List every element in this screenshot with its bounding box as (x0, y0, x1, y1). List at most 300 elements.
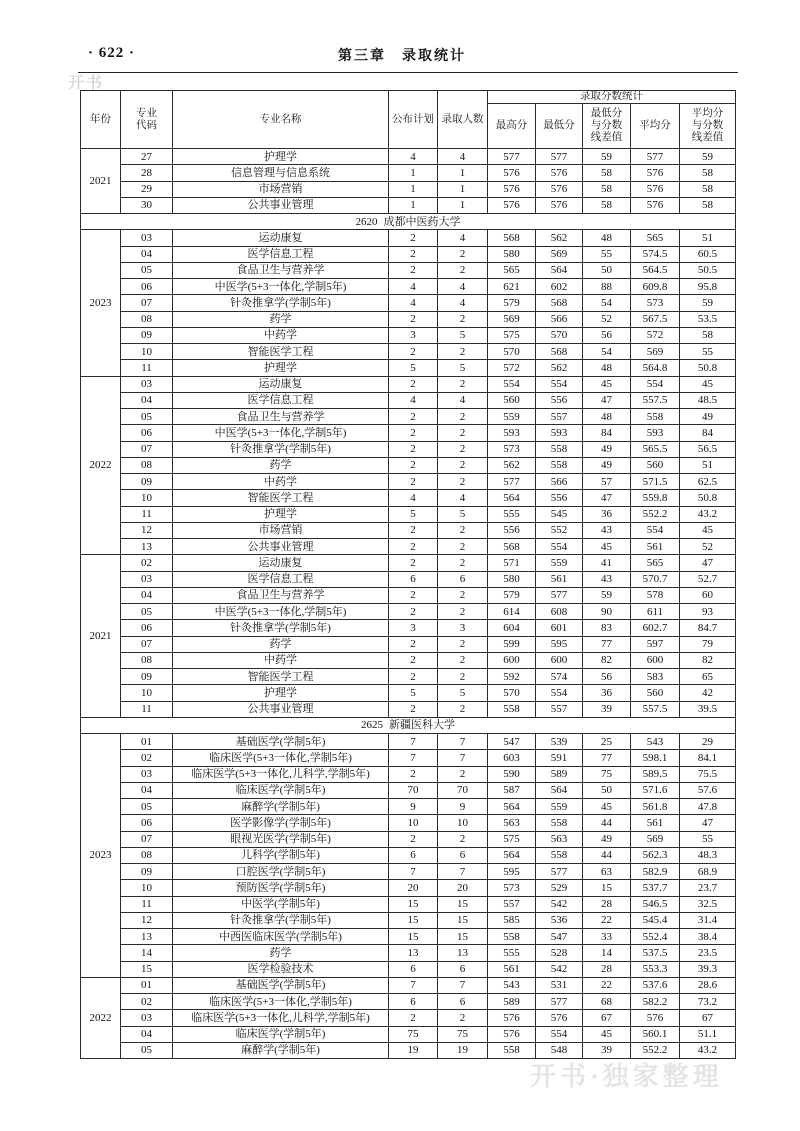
cell-avg-score-diff: 31.4 (680, 912, 736, 928)
cell-max-score: 543 (488, 977, 536, 993)
cell-min-score: 531 (536, 977, 583, 993)
cell-major-name: 针灸推拿学(学制5年) (173, 912, 389, 928)
chapter-title: 第三章 录取统计 (338, 49, 466, 64)
cell-major-name: 药学 (173, 636, 389, 652)
table-row (81, 506, 736, 522)
table-row (81, 181, 736, 197)
cell-min-score: 542 (536, 896, 583, 912)
table-row (81, 409, 736, 425)
cell-avg-score-diff: 58 (680, 197, 736, 213)
cell-admitted-count: 15 (438, 912, 488, 928)
cell-published-plan: 4 (389, 295, 438, 311)
cell-min-score: 557 (536, 409, 583, 425)
cell-max-score: 589 (488, 994, 536, 1010)
table-row (81, 847, 736, 863)
cell-min-score-diff: 28 (583, 896, 631, 912)
cell-avg-score-diff: 47 (680, 555, 736, 571)
cell-published-plan: 13 (389, 945, 438, 961)
cell-min-score: 559 (536, 555, 583, 571)
cell-avg-score-diff: 47.8 (680, 799, 736, 815)
cell-min-score-diff: 25 (583, 734, 631, 750)
cell-admitted-count: 2 (438, 262, 488, 278)
cell-min-score-diff: 45 (583, 1026, 631, 1042)
cell-published-plan: 2 (389, 604, 438, 620)
cell-min-score-diff: 56 (583, 327, 631, 343)
cell-min-score-diff: 52 (583, 311, 631, 327)
cell-major-code: 09 (121, 327, 173, 343)
cell-major-name: 麻醉学(学制5年) (173, 1042, 389, 1058)
cell-max-score: 580 (488, 246, 536, 262)
year-cell: 2023 (81, 230, 121, 376)
cell-avg-score-diff: 60 (680, 587, 736, 603)
cell-admitted-count: 2 (438, 669, 488, 685)
cell-major-code: 30 (121, 197, 173, 213)
cell-max-score: 564 (488, 847, 536, 863)
cell-avg-score-diff: 51.1 (680, 1026, 736, 1042)
cell-min-score-diff: 36 (583, 506, 631, 522)
cell-major-code: 04 (121, 246, 173, 262)
cell-major-name: 预防医学(学制5年) (173, 880, 389, 896)
cell-published-plan: 4 (389, 490, 438, 506)
cell-max-score: 577 (488, 474, 536, 490)
cell-major-code: 08 (121, 311, 173, 327)
col-header-max-score: 最高分 (488, 104, 536, 149)
admission-score-table (80, 90, 736, 1059)
cell-major-code: 04 (121, 587, 173, 603)
cell-published-plan: 7 (389, 750, 438, 766)
cell-published-plan: 1 (389, 197, 438, 213)
cell-avg-score-diff: 39.5 (680, 701, 736, 717)
cell-min-score-diff: 39 (583, 701, 631, 717)
cell-published-plan: 2 (389, 636, 438, 652)
cell-avg-score: 552.4 (631, 929, 680, 945)
cell-avg-score-diff: 84 (680, 425, 736, 441)
cell-min-score: 554 (536, 685, 583, 701)
cell-major-name: 运动康复 (173, 230, 389, 246)
cell-admitted-count: 2 (438, 1010, 488, 1026)
cell-published-plan: 2 (389, 522, 438, 538)
cell-major-code: 07 (121, 831, 173, 847)
cell-max-score: 559 (488, 409, 536, 425)
cell-major-name: 麻醉学(学制5年) (173, 799, 389, 815)
cell-min-score-diff: 82 (583, 652, 631, 668)
cell-max-score: 557 (488, 896, 536, 912)
cell-min-score: 576 (536, 181, 583, 197)
cell-min-score: 529 (536, 880, 583, 896)
cell-min-score-diff: 36 (583, 685, 631, 701)
cell-min-score: 577 (536, 149, 583, 165)
cell-max-score: 569 (488, 311, 536, 327)
cell-max-score: 579 (488, 295, 536, 311)
cell-avg-score: 561.8 (631, 799, 680, 815)
cell-min-score-diff: 67 (583, 1010, 631, 1026)
cell-avg-score: 570.7 (631, 571, 680, 587)
cell-published-plan: 5 (389, 506, 438, 522)
cell-min-score: 536 (536, 912, 583, 928)
cell-avg-score: 569 (631, 344, 680, 360)
cell-min-score: 600 (536, 652, 583, 668)
cell-min-score-diff: 59 (583, 587, 631, 603)
cell-min-score: 593 (536, 425, 583, 441)
table-row (81, 279, 736, 295)
cell-max-score: 554 (488, 376, 536, 392)
cell-min-score-diff: 83 (583, 620, 631, 636)
cell-min-score-diff: 68 (583, 994, 631, 1010)
cell-avg-score-diff: 67 (680, 1010, 736, 1026)
cell-avg-score: 572 (631, 327, 680, 343)
cell-admitted-count: 15 (438, 896, 488, 912)
table-row (81, 246, 736, 262)
table-row (81, 1010, 736, 1026)
cell-major-name: 运动康复 (173, 555, 389, 571)
cell-major-name: 眼视光医学(学制5年) (173, 831, 389, 847)
table-row (81, 392, 736, 408)
cell-major-name: 医学信息工程 (173, 246, 389, 262)
cell-published-plan: 4 (389, 149, 438, 165)
cell-min-score-diff: 47 (583, 392, 631, 408)
cell-avg-score: 552.2 (631, 1042, 680, 1058)
cell-admitted-count: 70 (438, 782, 488, 798)
cell-admitted-count: 3 (438, 620, 488, 636)
cell-admitted-count: 2 (438, 604, 488, 620)
cell-max-score: 555 (488, 506, 536, 522)
cell-major-code: 03 (121, 230, 173, 246)
cell-min-score-diff: 59 (583, 149, 631, 165)
cell-avg-score-diff: 45 (680, 522, 736, 538)
cell-avg-score: 565.5 (631, 441, 680, 457)
cell-published-plan: 2 (389, 376, 438, 392)
table-row (81, 734, 736, 750)
cell-major-code: 02 (121, 994, 173, 1010)
cell-min-score-diff: 44 (583, 815, 631, 831)
col-header-major-name: 专业名称 (173, 91, 389, 149)
cell-min-score: 602 (536, 279, 583, 295)
cell-major-name: 中药学 (173, 652, 389, 668)
cell-avg-score: 577 (631, 149, 680, 165)
cell-major-name: 基础医学(学制5年) (173, 734, 389, 750)
cell-avg-score-diff: 43.2 (680, 506, 736, 522)
cell-major-name: 临床医学(5+3一体化,学制5年) (173, 750, 389, 766)
cell-published-plan: 4 (389, 392, 438, 408)
cell-max-score: 547 (488, 734, 536, 750)
cell-avg-score-diff: 48.3 (680, 847, 736, 863)
cell-avg-score: 574.5 (631, 246, 680, 262)
cell-published-plan: 2 (389, 555, 438, 571)
cell-admitted-count: 2 (438, 701, 488, 717)
cell-major-code: 04 (121, 782, 173, 798)
cell-avg-score-diff: 84.7 (680, 620, 736, 636)
cell-admitted-count: 1 (438, 165, 488, 181)
cell-min-score-diff: 45 (583, 376, 631, 392)
cell-avg-score: 554 (631, 376, 680, 392)
cell-avg-score: 537.5 (631, 945, 680, 961)
table-row (81, 620, 736, 636)
cell-avg-score: 611 (631, 604, 680, 620)
cell-min-score-diff: 54 (583, 344, 631, 360)
table-row (81, 912, 736, 928)
table-row (81, 604, 736, 620)
cell-min-score-diff: 48 (583, 360, 631, 376)
school-cell (81, 717, 736, 733)
cell-published-plan: 2 (389, 652, 438, 668)
cell-admitted-count: 1 (438, 181, 488, 197)
table-row (81, 149, 736, 165)
cell-published-plan: 4 (389, 279, 438, 295)
table-row (81, 929, 736, 945)
cell-major-code: 06 (121, 815, 173, 831)
table-row (81, 750, 736, 766)
cell-published-plan: 2 (389, 246, 438, 262)
table-row (81, 555, 736, 571)
cell-admitted-count: 2 (438, 636, 488, 652)
cell-avg-score: 576 (631, 1010, 680, 1026)
cell-major-code: 14 (121, 945, 173, 961)
cell-min-score: 564 (536, 782, 583, 798)
cell-major-code: 07 (121, 441, 173, 457)
cell-major-code: 06 (121, 279, 173, 295)
cell-major-code: 12 (121, 522, 173, 538)
cell-avg-score-diff: 51 (680, 230, 736, 246)
cell-published-plan: 2 (389, 701, 438, 717)
cell-min-score-diff: 50 (583, 262, 631, 278)
cell-admitted-count: 2 (438, 652, 488, 668)
cell-major-name: 医学检验技术 (173, 961, 389, 977)
cell-avg-score-diff: 52.7 (680, 571, 736, 587)
cell-major-code: 03 (121, 1010, 173, 1026)
cell-min-score: 576 (536, 165, 583, 181)
cell-max-score: 614 (488, 604, 536, 620)
cell-admitted-count: 6 (438, 994, 488, 1010)
cell-admitted-count: 4 (438, 279, 488, 295)
year-cell: 2021 (81, 149, 121, 214)
table-row (81, 441, 736, 457)
school-code: 2625 (361, 719, 384, 732)
cell-major-name: 临床医学(5+3一体化,儿科学,学制5年) (173, 766, 389, 782)
cell-min-score: 539 (536, 734, 583, 750)
table-row (81, 815, 736, 831)
cell-major-code: 08 (121, 457, 173, 473)
cell-published-plan: 2 (389, 669, 438, 685)
cell-max-score: 576 (488, 1026, 536, 1042)
cell-major-name: 中西医临床医学(学制5年) (173, 929, 389, 945)
cell-min-score: 548 (536, 1042, 583, 1058)
cell-major-name: 公共事业管理 (173, 701, 389, 717)
cell-admitted-count: 2 (438, 441, 488, 457)
cell-published-plan: 1 (389, 165, 438, 181)
cell-avg-score: 557.5 (631, 392, 680, 408)
cell-min-score: 566 (536, 311, 583, 327)
cell-avg-score-diff: 50.5 (680, 262, 736, 278)
cell-avg-score: 565 (631, 555, 680, 571)
cell-major-code: 11 (121, 360, 173, 376)
cell-major-code: 08 (121, 652, 173, 668)
cell-min-score: 601 (536, 620, 583, 636)
cell-min-score: 568 (536, 295, 583, 311)
cell-min-score: 554 (536, 539, 583, 555)
table-row (81, 425, 736, 441)
cell-major-name: 中药学 (173, 474, 389, 490)
cell-avg-score-diff: 59 (680, 149, 736, 165)
cell-avg-score-diff: 62.5 (680, 474, 736, 490)
cell-min-score: 557 (536, 701, 583, 717)
cell-major-name: 针灸推拿学(学制5年) (173, 295, 389, 311)
col-header-avg-score-diff: 平均分 与分数 线差值 (680, 104, 736, 149)
cell-admitted-count: 2 (438, 409, 488, 425)
cell-major-code: 06 (121, 620, 173, 636)
cell-min-score: 561 (536, 571, 583, 587)
cell-avg-score: 576 (631, 197, 680, 213)
cell-min-score: 528 (536, 945, 583, 961)
cell-avg-score: 600 (631, 652, 680, 668)
cell-admitted-count: 5 (438, 506, 488, 522)
cell-min-score: 558 (536, 457, 583, 473)
cell-min-score-diff: 48 (583, 230, 631, 246)
cell-admitted-count: 2 (438, 555, 488, 571)
cell-min-score-diff: 33 (583, 929, 631, 945)
cell-major-code: 10 (121, 490, 173, 506)
cell-min-score: 562 (536, 230, 583, 246)
cell-avg-score: 602.7 (631, 620, 680, 636)
cell-min-score: 574 (536, 669, 583, 685)
cell-avg-score: 558 (631, 409, 680, 425)
cell-major-name: 针灸推拿学(学制5年) (173, 441, 389, 457)
cell-admitted-count: 9 (438, 799, 488, 815)
cell-avg-score: 609.8 (631, 279, 680, 295)
cell-max-score: 558 (488, 1042, 536, 1058)
cell-published-plan: 2 (389, 311, 438, 327)
cell-published-plan: 2 (389, 441, 438, 457)
cell-min-score-diff: 43 (583, 522, 631, 538)
cell-avg-score: 589.5 (631, 766, 680, 782)
cell-admitted-count: 10 (438, 815, 488, 831)
cell-major-name: 智能医学工程 (173, 490, 389, 506)
cell-max-score: 573 (488, 880, 536, 896)
table-row (81, 994, 736, 1010)
cell-major-name: 药学 (173, 311, 389, 327)
table-row (81, 262, 736, 278)
cell-avg-score-diff: 56.5 (680, 441, 736, 457)
cell-max-score: 603 (488, 750, 536, 766)
cell-avg-score: 543 (631, 734, 680, 750)
cell-major-code: 04 (121, 1026, 173, 1042)
cell-major-code: 29 (121, 181, 173, 197)
cell-avg-score: 559.8 (631, 490, 680, 506)
cell-admitted-count: 2 (438, 522, 488, 538)
cell-avg-score-diff: 45 (680, 376, 736, 392)
cell-avg-score: 571.6 (631, 782, 680, 798)
cell-min-score-diff: 49 (583, 831, 631, 847)
cell-avg-score-diff: 47 (680, 815, 736, 831)
col-header-min-score-diff: 最低分 与分数 线差值 (583, 104, 631, 149)
cell-avg-score-diff: 39.3 (680, 961, 736, 977)
cell-avg-score-diff: 52 (680, 539, 736, 555)
cell-major-name: 药学 (173, 457, 389, 473)
cell-major-code: 11 (121, 701, 173, 717)
cell-published-plan: 15 (389, 896, 438, 912)
cell-min-score: 562 (536, 360, 583, 376)
cell-min-score: 542 (536, 961, 583, 977)
cell-max-score: 592 (488, 669, 536, 685)
cell-published-plan: 2 (389, 409, 438, 425)
cell-major-name: 基础医学(学制5年) (173, 977, 389, 993)
cell-max-score: 576 (488, 197, 536, 213)
cell-avg-score: 557.5 (631, 701, 680, 717)
cell-min-score-diff: 58 (583, 165, 631, 181)
cell-avg-score: 565 (631, 230, 680, 246)
cell-max-score: 572 (488, 360, 536, 376)
cell-avg-score-diff: 49 (680, 409, 736, 425)
cell-published-plan: 19 (389, 1042, 438, 1058)
cell-max-score: 563 (488, 815, 536, 831)
cell-admitted-count: 6 (438, 571, 488, 587)
cell-major-code: 01 (121, 977, 173, 993)
cell-admitted-count: 7 (438, 734, 488, 750)
cell-major-name: 护理学 (173, 360, 389, 376)
cell-min-score: 563 (536, 831, 583, 847)
cell-major-name: 食品卫生与营养学 (173, 262, 389, 278)
cell-published-plan: 1 (389, 181, 438, 197)
cell-major-name: 公共事业管理 (173, 539, 389, 555)
cell-avg-score: 561 (631, 815, 680, 831)
cell-avg-score-diff: 75.5 (680, 766, 736, 782)
cell-avg-score: 546.5 (631, 896, 680, 912)
cell-avg-score-diff: 84.1 (680, 750, 736, 766)
cell-min-score: 576 (536, 197, 583, 213)
cell-published-plan: 2 (389, 766, 438, 782)
cell-major-name: 智能医学工程 (173, 669, 389, 685)
table-row (81, 669, 736, 685)
year-cell: 2022 (81, 977, 121, 1058)
cell-avg-score: 553.3 (631, 961, 680, 977)
cell-admitted-count: 5 (438, 327, 488, 343)
cell-avg-score-diff: 43.2 (680, 1042, 736, 1058)
cell-published-plan: 2 (389, 262, 438, 278)
cell-min-score-diff: 14 (583, 945, 631, 961)
table-row (81, 571, 736, 587)
cell-admitted-count: 4 (438, 295, 488, 311)
cell-major-name: 中医学(学制5年) (173, 896, 389, 912)
cell-min-score-diff: 63 (583, 864, 631, 880)
table-row (81, 945, 736, 961)
cell-major-name: 信息管理与信息系统 (173, 165, 389, 181)
cell-published-plan: 2 (389, 344, 438, 360)
cell-admitted-count: 1 (438, 197, 488, 213)
cell-major-name: 医学信息工程 (173, 571, 389, 587)
cell-min-score: 554 (536, 1026, 583, 1042)
cell-major-code: 27 (121, 149, 173, 165)
cell-avg-score-diff: 59 (680, 295, 736, 311)
school-header-row (81, 717, 736, 733)
cell-published-plan: 6 (389, 847, 438, 863)
cell-major-code: 05 (121, 799, 173, 815)
cell-published-plan: 7 (389, 977, 438, 993)
cell-published-plan: 6 (389, 571, 438, 587)
cell-published-plan: 6 (389, 961, 438, 977)
table-row (81, 490, 736, 506)
cell-min-score: 595 (536, 636, 583, 652)
cell-max-score: 576 (488, 1010, 536, 1026)
watermark-bottom-right: 开书·独家整理 (530, 1062, 723, 1091)
cell-max-score: 564 (488, 490, 536, 506)
table-row (81, 197, 736, 213)
year-cell: 2023 (81, 734, 121, 978)
watermark-top-left: 开书 (68, 75, 105, 92)
cell-published-plan: 6 (389, 994, 438, 1010)
cell-min-score-diff: 22 (583, 912, 631, 928)
cell-major-code: 12 (121, 912, 173, 928)
school-name: 成都中医药大学 (383, 215, 461, 228)
cell-min-score-diff: 57 (583, 474, 631, 490)
